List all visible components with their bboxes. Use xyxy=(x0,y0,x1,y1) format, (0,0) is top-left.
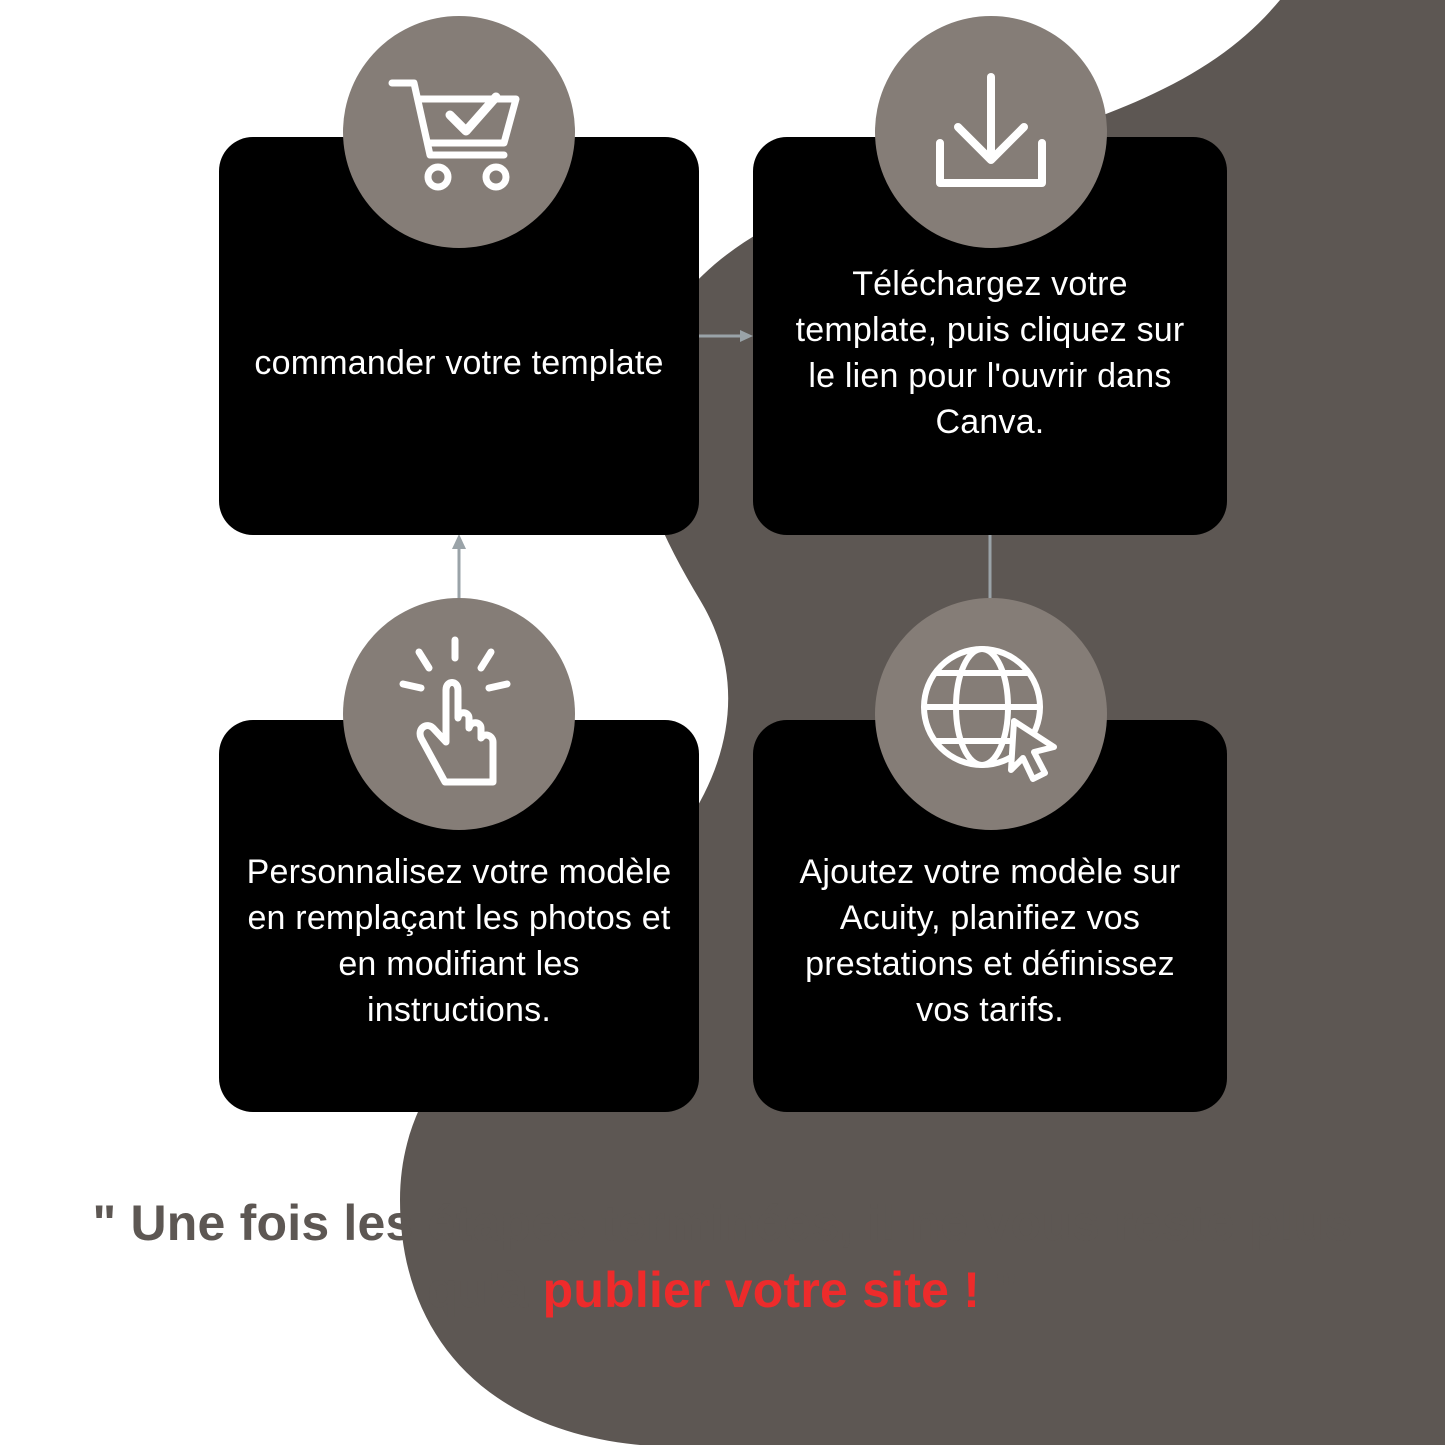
step-card-3-label: Personnalisez votre modèle en remplaçant les photos et en modifiant les instructions. xyxy=(246,853,672,1029)
download-icon xyxy=(875,16,1107,248)
globe-cursor-icon xyxy=(875,598,1107,830)
quote-text: Une fois les étapes terminées, il ne vous reste plus qu'à xyxy=(116,1195,1353,1318)
quote-open-mark: " xyxy=(92,1195,117,1251)
step-card-4-label: Ajoutez votre modèle sur Acuity, planifiez vos prestations et définissez vos tarifs. xyxy=(799,853,1181,1029)
click-hand-icon xyxy=(343,598,575,830)
quote-highlight: publier votre site ! xyxy=(542,1262,981,1318)
step-card-1-label: commander votre template xyxy=(254,344,664,383)
quote-close-mark: " xyxy=(980,1262,1019,1318)
step-card-2-label: Téléchargez votre template, puis cliquez sur le lien pour l'ouvrir dans Canva. xyxy=(795,265,1185,441)
shopping-cart-check-icon xyxy=(343,16,575,248)
closing-quote xyxy=(70,1190,1375,1324)
